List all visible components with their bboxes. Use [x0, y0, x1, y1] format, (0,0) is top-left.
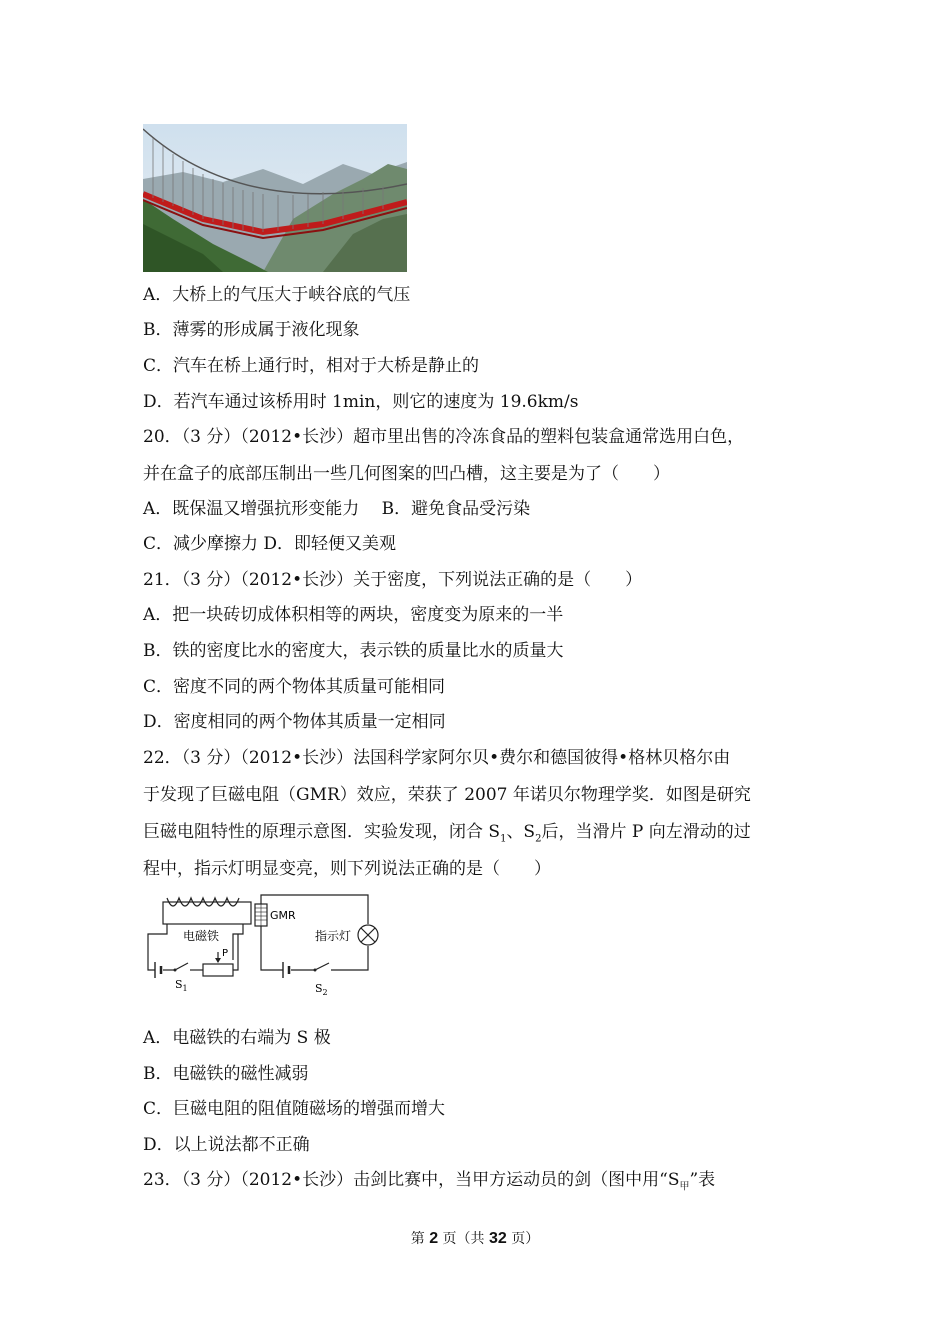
footer-total-pages: 32: [489, 1230, 507, 1247]
q19-option-c: C．汽车在桥上通行时，相对于大桥是静止的: [143, 356, 480, 376]
right-circuit-wire-d: [331, 946, 368, 970]
switch-s1-contact: [174, 969, 177, 972]
page-footer: [0, 1229, 950, 1249]
switch-s1-blade: [175, 963, 188, 970]
q23-text-b: ”表: [689, 1170, 716, 1190]
q20-stem-line2: 并在盒子的底部压制出一些几何图案的凹凸槽，这主要是为了（ ）: [143, 464, 670, 484]
s1-label-main: S: [175, 978, 183, 991]
s2-label-sub: 2: [322, 988, 328, 997]
s2-label-main: S: [315, 982, 323, 995]
q22-option-d: D．以上说法都不正确: [143, 1135, 310, 1155]
q23-text-a: 23．（3 分）（2012•长沙）击剑比赛中，当甲方运动员的剑（图中用“S: [143, 1170, 680, 1190]
lamp-label: 指示灯: [315, 929, 352, 943]
q22-stem-line2: 于发现了巨磁电阻（GMR）效应，荣获了 2007 年诺贝尔物理学奖．如图是研究: [143, 785, 751, 805]
s1-label: [175, 978, 188, 993]
slider-arrow-head: [215, 958, 221, 963]
q20-options-cd: C．减少摩擦力 D．即轻便又美观: [143, 534, 397, 554]
footer-middle: 页（共: [438, 1231, 489, 1247]
footer-suffix: 页）: [506, 1231, 540, 1247]
q21-stem: 21．（3 分）（2012•长沙）关于密度，下列说法正确的是（ ）: [143, 570, 643, 590]
q19-option-b: B．薄雾的形成属于液化现象: [143, 320, 360, 340]
slider-label: P: [222, 948, 229, 959]
rheostat: [203, 964, 233, 976]
q21-option-d: D．密度相同的两个物体其质量一定相同: [143, 712, 446, 732]
switch-s2-contact: [314, 969, 317, 972]
q23-stem-line1: [143, 1168, 715, 1199]
s1-label-sub: 1: [182, 984, 188, 993]
q22-option-c: C．巨磁电阻的阻值随磁场的增强而增大: [143, 1099, 446, 1119]
q22-line3-text-a: 巨磁电阻特性的原理示意图．实验发现，闭合 S: [143, 822, 501, 842]
electromagnet-label: 电磁铁: [183, 929, 220, 943]
q20-stem-line1: 20．（3 分）（2012•长沙）超市里出售的冷冻食品的塑料包装盒通常选用白色，: [143, 427, 745, 447]
q22-line3-text-c: 后，当滑片 P 向左滑动的过: [541, 822, 751, 842]
left-circuit-wire-a: [148, 924, 167, 970]
q22-option-a: A．电磁铁的右端为 S 极: [143, 1028, 331, 1048]
right-circuit-wire-b: [261, 926, 283, 970]
q21-option-a: A．把一块砖切成体积相等的两块，密度变为原来的一半: [143, 605, 564, 625]
q19-option-a: A．大桥上的气压大于峡谷底的气压: [143, 285, 411, 305]
switch-s2-blade: [315, 963, 329, 970]
footer-prefix: 第: [410, 1231, 430, 1247]
s2-label: [315, 982, 328, 997]
q21-option-b: B．铁的密度比水的密度大，表示铁的质量比水的质量大: [143, 641, 564, 661]
q22-line3-s1-sub: 1: [500, 833, 507, 845]
q22-stem-line3: [143, 820, 751, 851]
bridge-photo: [143, 124, 407, 272]
q19-option-d: D．若汽车通过该桥用时 1min，则它的速度为 19.6km/s: [143, 392, 579, 412]
footer-page-number: 2: [429, 1230, 439, 1247]
q22-stem-line1: 22．（3 分）（2012•长沙）法国科学家阿尔贝•费尔和德国彼得•格林贝格尔由: [143, 748, 731, 768]
q22-line3-text-b: 、S: [506, 822, 536, 842]
q22-line3-s2-sub: 2: [535, 833, 542, 845]
left-circuit-wire-e: [233, 934, 238, 970]
q20-options-ab: A．既保温又增强抗形变能力 B．避免食品受污染: [143, 499, 531, 519]
q22-stem-line4: 程中，指示灯明显变亮，则下列说法正确的是（ ）: [143, 859, 551, 879]
q22-option-b: B．电磁铁的磁性减弱: [143, 1064, 309, 1084]
q23-sub-jia: 甲: [679, 1181, 690, 1193]
q21-option-c: C．密度不同的两个物体其质量可能相同: [143, 677, 446, 697]
gmr-circuit-diagram: [143, 890, 388, 998]
gmr-label: GMR: [270, 909, 296, 922]
